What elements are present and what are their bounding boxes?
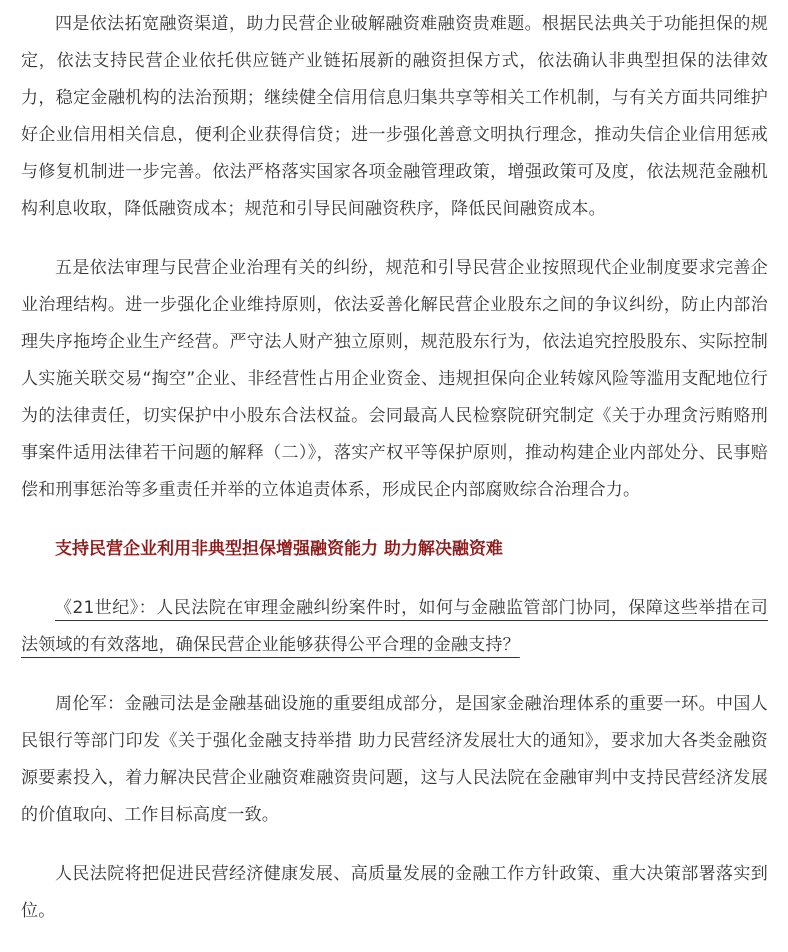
section-heading: 支持民营企业利用非典型担保增强融资能力 助力解决融资难 (55, 539, 503, 559)
paragraph-answer-implementation: 人民法院将把促进民营经济健康发展、高质量发展的金融工作方针政策、重大决策部署落实到位。 (21, 864, 768, 921)
question-text: 《21世纪》：人民法院在审理金融纠纷案件时，如何与金融监管部门协同，保障这些举措在司法领域的有效落地，确保民营企业能够获得公平合理的金融支持？ (21, 598, 768, 655)
paragraph-financing-channels: 四是依法拓宽融资渠道，助力民营企业破解融资难融资贵难题。根据民法典关于功能担保的规定，依法支持民营企业依托供应链产业链拓展新的融资担保方式，依法确认非典型担保的法律效力，稳定金融机构的法治预期；继续健全信用信息归集共享等相关工作机制，与有关方面共同维护好企业信用相关信息，便利企业获得信贷；进一步强化善意文明执行理念，推动失信企业信用惩戒与修复机制进一步完善。依法严格落实国家各项金融管理政策，增强政策可及度，依法规范金融机构利息收取，降低融资成本；规范和引导民间融资秩序，降低民间融资成本。 (21, 14, 768, 219)
article-body (21, 6, 768, 930)
paragraph-answer-financial-justice: 周伦军：金融司法是金融基础设施的重要组成部分，是国家金融治理体系的重要一环。中国人民银行等部门印发《关于强化金融支持举措 助力民营经济发展壮大的通知》，要求加大各类金融资源要素投入，着力解决民营企业融资难融资贵问题，这与人民法院在金融审判中支持民营经济发展的价值取向、工作目标高度一致。 (21, 694, 768, 825)
paragraph-corporate-governance: 五是依法审理与民营企业治理有关的纠纷，规范和引导民营企业按照现代企业制度要求完善企业治理结构。进一步强化企业维持原则，依法妥善化解民营企业股东之间的争议纠纷，防止内部治理失序拖垮企业生产经营。严守法人财产独立原则，规范股东行为，依法追究控股股东、实际控制人实施关联交易“掏空”企业、非经营性占用企业资金、违规担保向企业转嫁风险等滥用支配地位行为的法律责任，切实保护中小股东合法权益。会同最高人民检察院研究制定《关于办理贪污贿赂刑事案件适用法律若干问题的解释（二）》，落实产权平等保护原则，推动构建企业内部处分、民事赔偿和刑事惩治等多重责任并举的立体追责体系，形成民企内部腐败综合治理合力。 (21, 258, 768, 500)
interview-question (21, 590, 768, 664)
